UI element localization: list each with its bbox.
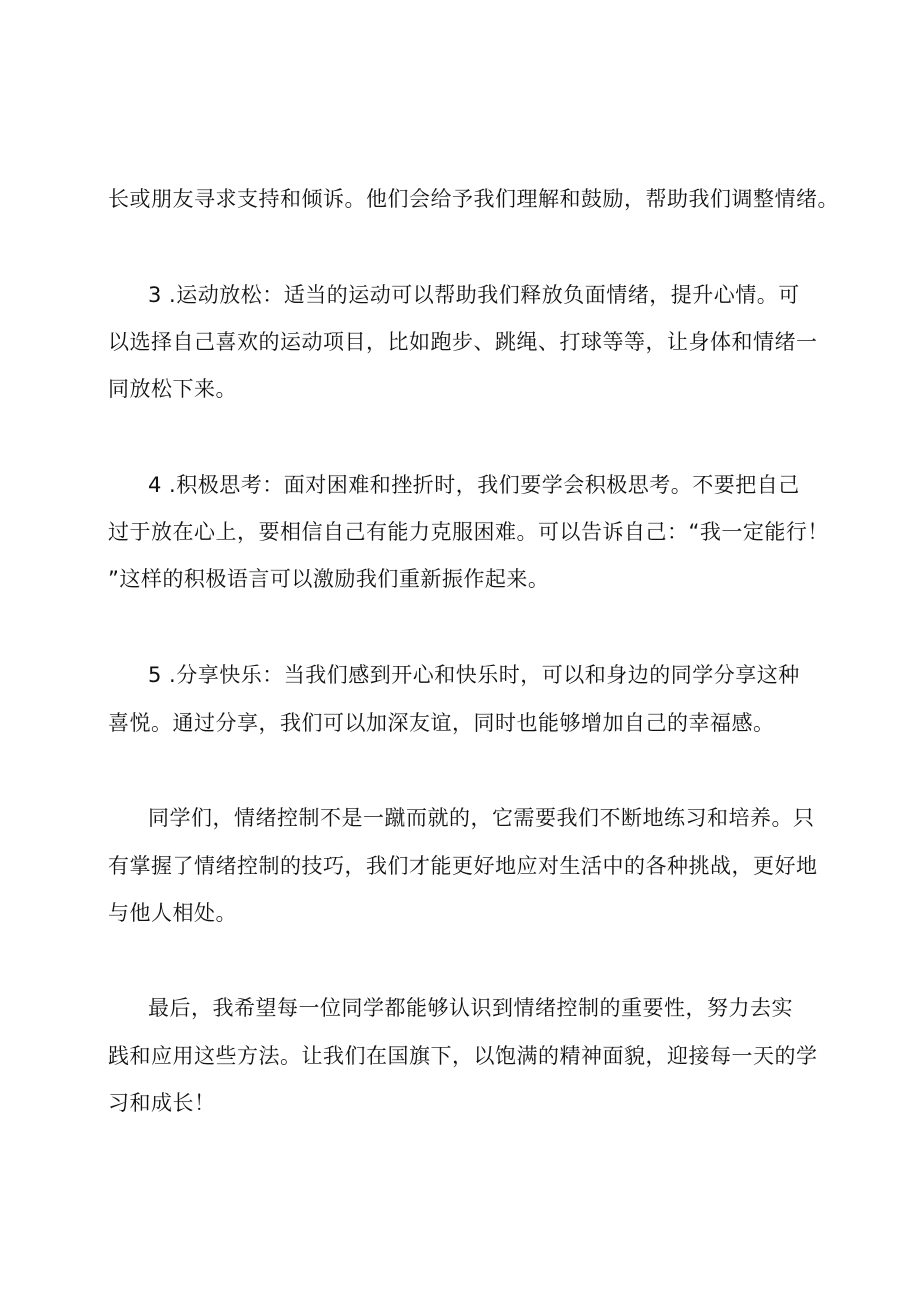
paragraph-line: 最后，我希望每一位同学都能够认识到情绪控制的重要性，努力去实 — [148, 996, 793, 1020]
paragraph-line: 习和成长！ — [108, 1091, 216, 1115]
paragraph-line: ”这样的积极语言可以激励我们重新振作起来。 — [108, 567, 550, 591]
paragraph-line: 以选择自己喜欢的运动项目，比如跑步、跳绳、打球等等，让身体和情绪一 — [108, 330, 818, 354]
paragraph-line: 与他人相处。 — [108, 901, 237, 925]
paragraph-line: 3 .运动放松：适当的运动可以帮助我们释放负面情绪，提升心情。可 — [148, 283, 800, 307]
paragraph-line: 同放松下来。 — [108, 377, 237, 401]
paragraph-line: 同学们，情绪控制不是一蹴而就的，它需要我们不断地练习和培养。只 — [148, 806, 815, 830]
paragraph-line: 5 .分享快乐：当我们感到开心和快乐时，可以和身边的同学分享这种 — [148, 663, 800, 687]
paragraph-line: 过于放在心上，要相信自己有能力克服困难。可以告诉自己：“我一定能行！ — [108, 520, 829, 544]
paragraph-line: 践和应用这些方法。让我们在国旗下，以饱满的精神面貌，迎接每一天的学 — [108, 1044, 818, 1068]
paragraph-line: 长或朋友寻求支持和倾诉。他们会给予我们理解和鼓励，帮助我们调整情绪。 — [108, 187, 839, 211]
paragraph-line: 喜悦。通过分享，我们可以加深友谊，同时也能够增加自己的幸福感。 — [108, 711, 775, 735]
paragraph-line: 4 .积极思考：面对困难和挫折时，我们要学会积极思考。不要把自己 — [148, 473, 800, 497]
paragraph-line: 有掌握了情绪控制的技巧，我们才能更好地应对生活中的各种挑战，更好地 — [108, 854, 818, 878]
